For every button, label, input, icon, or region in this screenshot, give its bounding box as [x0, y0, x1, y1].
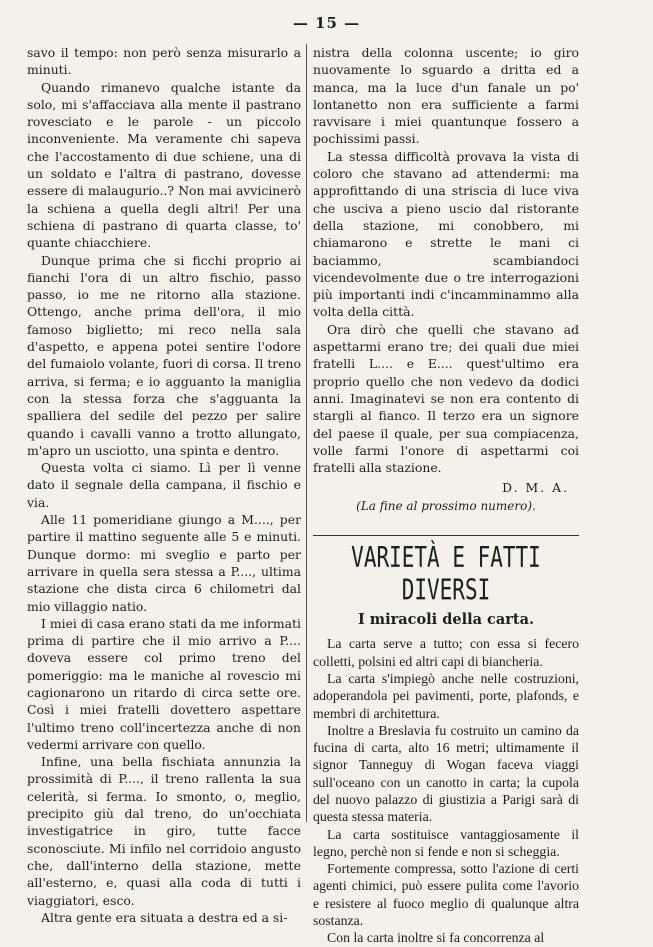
- paragraph: La stessa difficoltà provava la vista di coloro che stavano ad attendermi: ma approfittando di una striscia di luce viva che usciva a pieno uscio dal ristorante della stazione, mi conobbero, mi chiamarono e strette le mani ci baciammo, scambiandoci vicendevolmente due o tre interrogazioni più importanti indi c'incamminammo alla volta della città.: [313, 148, 579, 320]
- paragraph: Fortemente compressa, sotto l'azione di certi agenti chimici, può essere pulita come l'avorio e resistere al fuoco meglio di qualunque altra sostanza.: [313, 861, 579, 929]
- paragraph: Inoltre a Breslavia fu costruito un camino da fucina di carta, alto 16 metri; ultimamente il signor Tanneguy di Wogan faceva viaggi sull'oceano con un canotto in carta; la cupola del nuovo palazzo di giustizia a Parigi sarà di questa stessa materia.: [313, 722, 579, 825]
- continued-note: (La fine al prossimo numero).: [356, 498, 536, 513]
- paragraph: nistra della colonna uscente; io giro nuovamente lo sguardo a dritta ed a manca, ma la luce d'un fanale un po' lontanetto non era sufficiente a farmi ravvisare i miei quantunque fossero a pochissimi passi.: [313, 45, 579, 147]
- paragraph: Questa volta ci siamo. Lì per lì venne dato il segnale della campana, il fischio e via.: [27, 460, 301, 510]
- paragraph: Con la carta inoltre si fa concorrenza al: [327, 930, 545, 946]
- section-rule: [313, 535, 579, 536]
- paragraph: Alle 11 pomeridiane giungo a M...., per partire il mattino seguente alle 5 e minuti. Dunque dormo: mi sveglio e parto per arrivare in quella sera stessa a P...., ultima stazione che dista circa 6 chilometri dal mio villaggio natio.: [27, 512, 301, 614]
- paragraph: Altra gente era situata a destra ed a si-: [41, 909, 288, 925]
- paragraph: Quando rimanevo qualche istante da solo, mi s'affacciava alla mente il pastrano rovesciato e le parole - un piccolo inconveniente. Ma veramente chi sapeva che l'accostamento di due schiene, una di un soldato e l'altra di pastrano, dovesse essere di malaugurio..? Non mai avvicinerò la schiena a quella degli altri! Per una schiena di pastrano di quarta classe, to' quante chiacchiere.: [27, 79, 301, 251]
- paragraph: I miei di casa erano stati da me informati prima di partire che il mio arrivo a P.... doveva essere col primo treno del pomeriggio: ma le maniche al rovescio mi cagionarono un ritardo di circa sette ore. Così i miei fratelli dovettero aspettare l'ultimo treno coll'incertezza anche di non vedermi arrivare con quello.: [27, 615, 301, 752]
- section-title: VARIETÀ E FATTI DIVERSI: [351, 541, 541, 607]
- paragraph: La carta sostituisce vantaggiosamente il legno, perchè non si fende e non si scheggia.: [313, 826, 579, 859]
- paragraph: Ora dirò che quelli che stavano ad aspettarmi erano tre; dei quali due miei fratelli L.... e E.... quest'ultimo era proprio quello che non vedevo da dodici anni. Imaginatevi se non era contento di stargli al fianco. Il terzo era un signore del paese il quale, per sua compiacenza, volle farmi l'onore di aspettarmi coi fratelli alla stazione.: [313, 321, 579, 476]
- paragraph: Infine, una bella fischiata annunzia la prossimità di P...., il treno rallenta la sua celerità, si ferma. Io smonto, o, meglio, precipito giù dal treno, do un'occhiata investigatrice in giro, tutte facce sconosciute. Mi infilo nel corridoio angusto che, dall'interno della stazione, mette all'esterno, e, quasi alla coda di tutti i viaggiatori, esco.: [27, 754, 301, 908]
- column-divider: [306, 44, 307, 822]
- paragraph: savo il tempo: non però senza misurarlo a minuti.: [27, 45, 301, 78]
- page-number: — 15 —: [292, 14, 361, 32]
- article-title: I miracoli della carta.: [357, 611, 535, 629]
- paragraph: La carta serve a tutto; con essa si fecero colletti, polsini ed altri capi di biancheria.: [313, 636, 579, 669]
- author-signature: D. M. A.: [502, 480, 569, 496]
- paragraph: La carta s'impiegò anche nelle costruzioni, adoperandola pei pavimenti, porte, plafonds, e membri di architettura.: [313, 670, 579, 721]
- paragraph: Dunque prima che si ficchi proprio ai fianchi l'ora di un altro fischio, passo passo, io me ne ritorno alla stazione. Ottengo, anche prima dell'ora, il mio famoso biglietto; mi reco nella sala d'aspetto, e appena potei sentire l'odore del fumaiolo volante, fuori di corsa. Il treno arriva, si ferma; e io agguanto la maniglia con la stessa forza che s'agguanta la spalliera del sedile del pezzo per salire quando i cavalli vanno a trotto allungato, m'apro un usciotto, una spinta e dentro.: [27, 252, 301, 458]
- right-column: [313, 44, 579, 947]
- left-column: [27, 44, 301, 926]
